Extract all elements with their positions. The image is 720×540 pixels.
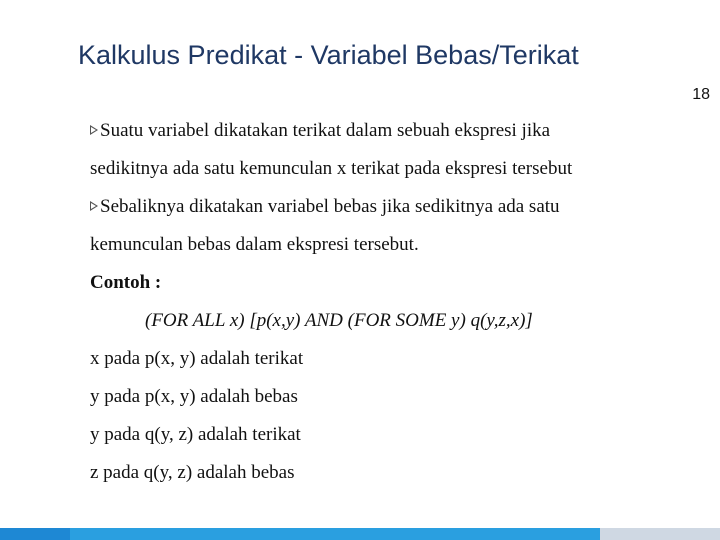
- footer-segment: [600, 528, 720, 540]
- bullet-continuation: sedikitnya ada satu kemunculan x terikat pada ekspresi tersebut: [90, 158, 573, 179]
- formula: (FOR ALL x) [p(x,y) AND (FOR SOME y) q(y,z,x)]: [145, 310, 533, 331]
- triangle-bullet-icon: [90, 125, 98, 135]
- statement: y pada q(y, z) adalah terikat: [90, 424, 301, 445]
- bullet-item: [90, 112, 690, 150]
- bullet-text: Suatu variabel dikatakan terikat dalam sebuah ekspresi jika: [100, 120, 551, 141]
- example-label: Contoh :: [90, 272, 162, 293]
- bullet-text: Sebaliknya dikatakan variabel bebas jika sedikitnya ada satu: [100, 196, 560, 217]
- slide-content: [90, 112, 690, 492]
- slide-title: Kalkulus Predikat - Variabel Bebas/Terikat: [78, 40, 579, 70]
- statement: y pada p(x, y) adalah bebas: [90, 386, 298, 407]
- footer-bar: [0, 528, 720, 540]
- statement: z pada q(y, z) adalah bebas: [90, 462, 295, 483]
- statement: x pada p(x, y) adalah terikat: [90, 348, 304, 369]
- triangle-bullet-icon: [90, 201, 98, 211]
- footer-segment: [70, 528, 600, 540]
- bullet-item: [90, 188, 690, 226]
- page-number: 18: [692, 86, 710, 103]
- bullet-continuation: kemunculan bebas dalam ekspresi tersebut.: [90, 234, 419, 255]
- footer-segment: [0, 528, 70, 540]
